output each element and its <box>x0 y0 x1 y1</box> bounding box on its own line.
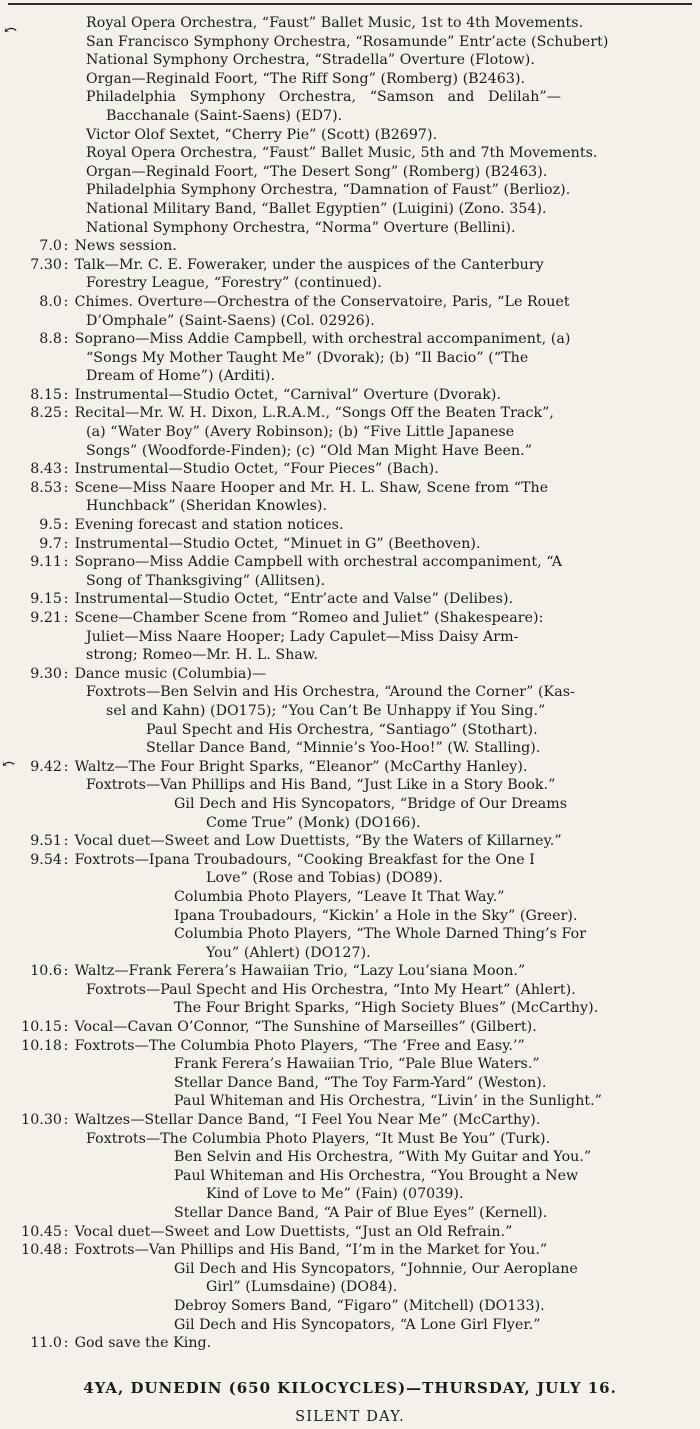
time-separator: : <box>63 535 69 552</box>
entry-time: 8.15 <box>30 386 62 403</box>
entry-text: Dream of Home”) (Arditi). <box>86 368 276 385</box>
margin-mark-top: ⤺ <box>4 20 18 39</box>
top-rule <box>8 3 692 5</box>
programme-entry <box>0 1037 700 1056</box>
time-separator: : <box>63 386 69 403</box>
programme-entry <box>0 386 700 405</box>
entry-text: Organ—Reginald Foort, “The Riff Song” (Romberg) (B2463). <box>86 70 526 87</box>
entry-text: Royal Opera Orchestra, “Faust” Ballet Music, 1st to 4th Movements. <box>86 15 584 31</box>
entry-text: Vocal—Cavan O’Connor, “The Sunshine of Marseilles” (Gilbert). <box>74 1019 537 1036</box>
programme-line <box>0 981 700 1000</box>
entry-text: Scene—Miss Naare Hooper and Mr. H. L. Shaw, Scene from “The <box>74 479 549 496</box>
programme-entry <box>0 851 700 870</box>
entry-time: 7.0 <box>39 238 62 255</box>
programme-line <box>0 628 700 647</box>
entry-time: 8.43 <box>30 461 62 478</box>
entry-text: News session. <box>74 238 177 255</box>
entry-time: 8.25 <box>30 405 62 422</box>
entry-text: Vocal duet—Sweet and Low Duettists, “Just an Old Refrain.” <box>74 1223 513 1240</box>
programme-line <box>0 33 700 52</box>
programme-entry <box>0 1018 700 1037</box>
programme-listing <box>0 14 700 1429</box>
entry-text: Instrumental—Studio Octet, “Entr’acte and Valse” (Delibes). <box>74 591 514 608</box>
entry-time: 9.5 <box>39 517 62 534</box>
programme-line <box>0 349 700 368</box>
entry-text: Girl” (Lumsdaine) (DO84). <box>206 1279 398 1296</box>
programme-line <box>0 572 700 591</box>
entry-text: Juliet—Miss Naare Hooper; Lady Capulet—Miss Daisy Arm- <box>86 628 519 645</box>
entry-text: Recital—Mr. W. H. Dixon, L.R.A.M., “Songs Off the Beaten Track”, <box>74 405 554 422</box>
time-separator: : <box>63 758 69 775</box>
programme-entry <box>0 535 700 554</box>
entry-text: Bacchanale (Saint-Saens) (ED7). <box>106 107 343 124</box>
programme-entry <box>0 330 700 349</box>
time-separator: : <box>63 591 69 608</box>
programme-entry <box>0 516 700 535</box>
programme-line <box>0 683 700 702</box>
programme-line <box>0 144 700 163</box>
programme-entry <box>0 1223 700 1242</box>
entry-text: Columbia Photo Players, “The Whole Darned Thing’s For <box>174 926 587 943</box>
entry-text: Come True” (Monk) (DO166). <box>206 814 421 831</box>
programme-line <box>0 1092 700 1111</box>
time-separator: : <box>63 1242 69 1259</box>
entry-text: Songs” (Woodforde-Finden); (c) “Old Man Might Have Been.” <box>86 442 533 459</box>
entry-text: Kind of Love to Me” (Fain) (07039). <box>206 1186 464 1203</box>
entry-text: Dance music (Columbia)— <box>74 665 267 682</box>
entry-time: 10.45 <box>21 1223 62 1240</box>
entry-time: 9.42 <box>30 758 62 775</box>
entry-text: strong; Romeo—Mr. H. L. Shaw. <box>86 647 318 664</box>
time-separator: : <box>63 405 69 422</box>
entry-time: 8.0 <box>39 293 62 310</box>
entry-time: 9.11 <box>30 554 62 571</box>
entry-text: Soprano—Miss Addie Campbell with orchestral accompaniment, “A <box>74 554 563 571</box>
entry-text: Columbia Photo Players, “Leave It That Way.” <box>174 888 505 905</box>
time-separator: : <box>63 331 69 348</box>
programme-entry <box>0 404 700 423</box>
programme-line <box>0 869 700 888</box>
time-separator: : <box>63 963 69 980</box>
entry-text: Love” (Rose and Tobias) (DO89). <box>206 870 443 887</box>
entry-text: Paul Specht and His Orchestra, “Santiago” (Stothart). <box>146 721 538 738</box>
time-separator: : <box>63 238 69 255</box>
programme-line <box>0 14 700 33</box>
entry-text: Foxtrots—Paul Specht and His Orchestra, “Into My Heart” (Ahlert). <box>86 981 576 998</box>
programme-line <box>0 1297 700 1316</box>
entry-time: 9.30 <box>30 665 62 682</box>
programme-entry <box>0 1241 700 1260</box>
programme-line <box>0 795 700 814</box>
entry-text: Stellar Dance Band, “Minnie’s Yoo-Hoo!” (W. Stalling). <box>146 740 541 757</box>
programme-line <box>0 944 700 963</box>
entry-text: Philadelphia Symphony Orchestra, “Damnation of Faust” (Berlioz). <box>86 182 571 199</box>
entry-text: Song of Thanksgiving” (Allitsen). <box>86 572 326 589</box>
programme-line <box>0 1055 700 1074</box>
entry-text: Stellar Dance Band, “The Toy Farm-Yard” (Weston). <box>174 1074 547 1091</box>
entry-text: Foxtrots—The Columbia Photo Players, “The ‘Free and Easy.’” <box>74 1037 525 1054</box>
programme-entry <box>0 962 700 981</box>
entry-text: Instrumental—Studio Octet, “Four Pieces” (Bach). <box>74 461 439 478</box>
section-gap <box>0 1353 700 1373</box>
programme-line <box>0 312 700 331</box>
entry-time: 8.53 <box>30 479 62 496</box>
programme-line <box>0 442 700 461</box>
entry-text: Ipana Troubadours, “Kickin’ a Hole in the Sky” (Greer). <box>174 907 578 924</box>
programme-line <box>0 702 700 721</box>
programme-line <box>0 107 700 126</box>
entry-text: Frank Ferera’s Hawaiian Trio, “Pale Blue Waters.” <box>174 1056 540 1073</box>
entry-text: Debroy Somers Band, “Figaro” (Mitchell) (DO133). <box>174 1297 545 1314</box>
programme-line <box>0 1316 700 1335</box>
entry-text: Hunchback” (Sheridan Knowles). <box>86 498 328 515</box>
entry-text: Waltz—Frank Ferera’s Hawaiian Trio, “Lazy Lou’siana Moon.” <box>74 963 526 980</box>
programme-entry <box>0 590 700 609</box>
entry-text: Vocal duet—Sweet and Low Duettists, “By the Waters of Killarney.” <box>74 833 562 850</box>
entry-text: Paul Whiteman and His Orchestra, “Livin’ in the Sunlight.” <box>174 1093 602 1110</box>
entry-time: 10.6 <box>30 963 62 980</box>
time-separator: : <box>63 479 69 496</box>
entry-text: Waltzes—Stellar Dance Band, “I Feel You Near Me” (McCarthy). <box>74 1112 541 1129</box>
programme-line <box>0 88 700 107</box>
time-separator: : <box>63 461 69 478</box>
programme-line <box>0 721 700 740</box>
time-separator: : <box>63 833 69 850</box>
entry-text: Royal Opera Orchestra, “Faust” Ballet Music, 5th and 7th Movements. <box>86 145 598 162</box>
entry-time: 9.7 <box>39 535 62 552</box>
entry-text: Gil Dech and His Syncopators, “A Lone Girl Flyer.” <box>174 1316 541 1333</box>
entry-text: Stellar Dance Band, “A Pair of Blue Eyes” (Kernell). <box>174 1205 548 1221</box>
silent-day-notice: SILENT DAY. <box>295 1408 405 1425</box>
programme-line <box>0 200 700 219</box>
programme-line <box>0 739 700 758</box>
entry-text: National Military Band, “Ballet Egyptien” (Luigini) (Zono. 354). <box>86 200 547 217</box>
programme-line <box>0 1185 700 1204</box>
margin-mark-middle: ⤺ <box>2 754 16 773</box>
entry-text: Scene—Chamber Scene from “Romeo and Juliet” (Shakespeare): <box>74 610 544 626</box>
programme-line <box>0 367 700 386</box>
programme-line <box>0 1167 700 1186</box>
entry-text: Foxtrots—Van Phillips and His Band, “I’m in the Market for You.” <box>74 1242 548 1259</box>
programme-entry <box>0 237 700 256</box>
programme-line <box>0 181 700 200</box>
entry-text: Gil Dech and His Syncopators, “Johnnie, Our Aeroplane <box>174 1260 578 1277</box>
entry-text: D’Omphale” (Saint-Saens) (Col. 02926). <box>86 312 375 329</box>
programme-line <box>0 1204 700 1223</box>
entry-time: 10.48 <box>21 1242 62 1259</box>
entry-text: Evening forecast and station notices. <box>74 517 344 534</box>
entry-text: Gil Dech and His Syncopators, “Bridge of Our Dreams <box>174 795 568 812</box>
time-separator: : <box>63 1037 69 1054</box>
entry-text: “Songs My Mother Taught Me” (Dvorak); (b) “Il Bacio” (“The <box>86 349 529 366</box>
entry-text: sel and Kahn) (DO175); “You Can’t Be Unhappy if You Sing.” <box>106 702 546 719</box>
entry-text: Chimes. Overture—Orchestra of the Conservatoire, Paris, “Le Rouet <box>74 293 570 310</box>
entry-text: (a) “Water Boy” (Avery Robinson); (b) “Five Little Japanese <box>86 424 515 441</box>
programme-line <box>0 1074 700 1093</box>
entry-text: Paul Whiteman and His Orchestra, “You Brought a New <box>174 1167 579 1184</box>
programme-entry <box>0 1111 700 1130</box>
programme-line <box>0 925 700 944</box>
entry-text: Waltz—The Four Bright Sparks, “Eleanor” (McCarthy Hanley). <box>74 758 528 775</box>
programme-entry <box>0 479 700 498</box>
programme-entry <box>0 256 700 275</box>
time-separator: : <box>63 554 69 571</box>
entry-text: Foxtrots—The Columbia Photo Players, “It Must Be You” (Turk). <box>86 1130 551 1147</box>
programme-line <box>0 219 700 238</box>
entry-text: God save the King. <box>74 1335 212 1352</box>
time-separator: : <box>63 293 69 310</box>
programme-entry <box>0 832 700 851</box>
entry-text: Soprano—Miss Addie Campbell, with orchestral accompaniment, (a) <box>74 331 571 348</box>
entry-text: Talk—Mr. C. E. Foweraker, under the auspices of the Canterbury <box>74 256 544 273</box>
programme-entry <box>0 758 700 777</box>
entry-text: Forestry League, “Forestry” (continued). <box>86 275 382 292</box>
entry-text: Philadelphia Symphony Orchestra, “Samson and Delilah”— <box>86 89 561 106</box>
time-separator: : <box>63 517 69 534</box>
entry-text: Instrumental—Studio Octet, “Carnival” Overture (Dvorak). <box>74 386 501 403</box>
time-separator: : <box>63 1112 69 1129</box>
programme-line <box>0 646 700 665</box>
programme-line <box>0 888 700 907</box>
entry-text: Foxtrots—Van Phillips and His Band, “Just Like in a Story Book.” <box>86 777 556 794</box>
programme-entry <box>0 293 700 312</box>
entry-text: National Symphony Orchestra, “Stradella” Overture (Flotow). <box>86 52 535 69</box>
entry-text: Organ—Reginald Foort, “The Desert Song” (Romberg) (B2463). <box>86 163 548 180</box>
time-separator: : <box>63 1335 69 1352</box>
programme-line <box>0 1130 700 1149</box>
programme-line <box>0 907 700 926</box>
time-separator: : <box>63 610 69 626</box>
entry-time: 7.30 <box>30 256 62 273</box>
programme-entry <box>0 460 700 479</box>
entry-time: 10.30 <box>21 1112 62 1129</box>
programme-line <box>0 51 700 70</box>
programme-line <box>0 999 700 1018</box>
time-separator: : <box>63 665 69 682</box>
entry-text: Ben Selvin and His Orchestra, “With My Guitar and You.” <box>174 1149 592 1166</box>
entry-time: 9.15 <box>30 591 62 608</box>
programme-line <box>0 814 700 833</box>
entry-text: Foxtrots—Ben Selvin and His Orchestra, “Around the Corner” (Kas- <box>86 684 575 701</box>
programme-line <box>0 1148 700 1167</box>
entry-text: San Francisco Symphony Orchestra, “Rosamunde” Entr’acte (Schubert) <box>86 33 609 50</box>
entry-text: Victor Olof Sextet, “Cherry Pie” (Scott) (B2697). <box>86 126 438 143</box>
entry-text: Foxtrots—Ipana Troubadours, “Cooking Breakfast for the One I <box>74 851 535 868</box>
programme-line <box>0 1278 700 1297</box>
programme-line <box>0 1260 700 1279</box>
programme-line <box>0 497 700 516</box>
time-separator: : <box>63 851 69 868</box>
time-separator: : <box>63 1019 69 1036</box>
programme-entry <box>0 553 700 572</box>
station-heading: 4YA, DUNEDIN (650 KILOCYCLES)—THURSDAY, JULY 16. <box>83 1378 617 1397</box>
programme-line <box>0 163 700 182</box>
programme-entry <box>0 609 700 628</box>
time-separator: : <box>63 256 69 273</box>
programme-line <box>0 70 700 89</box>
entry-time: 9.51 <box>30 833 62 850</box>
programme-line <box>0 776 700 795</box>
programme-line <box>0 274 700 293</box>
entry-text: You” (Ahlert) (DO127). <box>206 944 371 961</box>
entry-text: Instrumental—Studio Octet, “Minuet in G” (Beethoven). <box>74 535 481 552</box>
entry-time: 10.18 <box>21 1037 62 1054</box>
programme-entry <box>0 1334 700 1353</box>
programme-line <box>0 126 700 145</box>
entry-time: 9.54 <box>30 851 62 868</box>
entry-time: 9.21 <box>30 610 62 626</box>
time-separator: : <box>63 1223 69 1240</box>
entry-time: 11.0 <box>30 1335 62 1352</box>
entry-time: 10.15 <box>21 1019 62 1036</box>
entry-text: The Four Bright Sparks, “High Society Blues” (McCarthy). <box>174 1000 599 1017</box>
programme-line <box>0 423 700 442</box>
programme-entry <box>0 665 700 684</box>
entry-text: National Symphony Orchestra, “Norma” Overture (Bellini). <box>86 219 516 236</box>
entry-time: 8.8 <box>39 331 62 348</box>
